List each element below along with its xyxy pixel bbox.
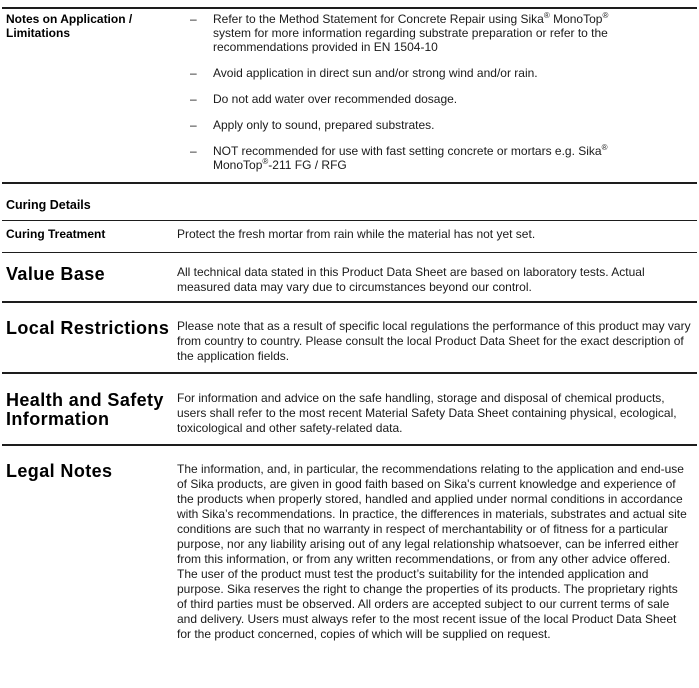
legal-notes-text: The information, and, in particular, the recommendations relating to the application and end-use of Sika products, are given in good faith based on Sika's current knowledge and experience of the products when properly stored, handled and applied under normal conditions in accordance with Sika’s recommendations. In practice, the differences in materials, substrates and actual site conditions are such that no warranty in respect of merchantability or of fitness for a particular purpose, nor any liability arising out of any legal relationship whatsoever, can be inferred either from this information, or from any written recommendations, or from any other advice offered. The user of the product must test the product’s suitability for the intended application and purpose. Sika reserves the right to change the properties of its products. The proprietary rights of third parties must be observed. All orders are accepted subject to our current terms of sale and delivery. Users must always refer to the most recent issue of the local Product Data Sheet for the product concerned, copies of which will be supplied on request.	[177, 462, 687, 641]
label-health-and-safety: Health and Safety Information	[6, 390, 164, 429]
label-value-base: Value Base	[6, 264, 106, 284]
bullet-dash-icon: –	[190, 66, 197, 80]
bullet-text: Apply only to sound, prepared substrates.	[213, 118, 435, 132]
label-legal-notes: Legal Notes	[6, 461, 113, 481]
bullet-dash-icon: –	[190, 12, 197, 26]
row-local-restrictions	[2, 303, 697, 372]
local-restrictions-text: Please note that as a result of specific local regulations the performance of this product may vary from country to country. Please consult the local Product Data Sheet for the exact description of the application fields.	[177, 319, 691, 363]
bullet-item	[177, 92, 697, 106]
bullet-item	[177, 12, 697, 54]
label-curing-details: Curing Details	[6, 198, 91, 212]
bullet-dash-icon: –	[190, 92, 197, 106]
value-base-text: All technical data stated in this Product Data Sheet are based on laboratory tests. Actual measured data may vary due to circumstances beyond our control.	[177, 265, 645, 294]
bullet-text: NOT recommended for use with fast setting concrete or mortars e.g. Sika® MonoTop®-211 FG / RFG	[213, 143, 608, 172]
row-legal-notes	[2, 446, 697, 657]
bullet-text: Avoid application in direct sun and/or strong wind and/or rain.	[213, 66, 538, 80]
bullet-dash-icon: –	[190, 118, 197, 132]
row-curing-treatment	[2, 221, 697, 252]
row-notes-on-application	[2, 9, 697, 182]
curing-treatment-text: Protect the fresh mortar from rain while the material has not yet set.	[177, 227, 536, 241]
bullet-item	[177, 66, 697, 80]
label-local-restrictions: Local Restrictions	[6, 318, 170, 338]
label-curing-treatment: Curing Treatment	[6, 227, 106, 241]
bullet-text: Refer to the Method Statement for Concrete Repair using Sika® MonoTop® system for more information regarding substrate preparation or refer to the recommendations provided in EN 1504-10	[213, 11, 609, 54]
bullet-text: Do not add water over recommended dosage.	[213, 92, 458, 106]
notes-bullet-list	[177, 12, 697, 172]
bullet-item	[177, 118, 697, 132]
row-health-and-safety	[2, 374, 697, 444]
health-and-safety-text: For information and advice on the safe handling, storage and disposal of chemical products, users shall refer to the most recent Material Safety Data Sheet containing physical, ecological, toxicological and other safety-related data.	[177, 391, 677, 435]
row-curing-details-heading	[2, 184, 697, 220]
row-value-base	[2, 253, 697, 301]
label-notes-on-application: Notes on Application / Limitations	[6, 12, 133, 40]
bullet-item	[177, 144, 697, 172]
bullet-dash-icon: –	[190, 144, 197, 158]
